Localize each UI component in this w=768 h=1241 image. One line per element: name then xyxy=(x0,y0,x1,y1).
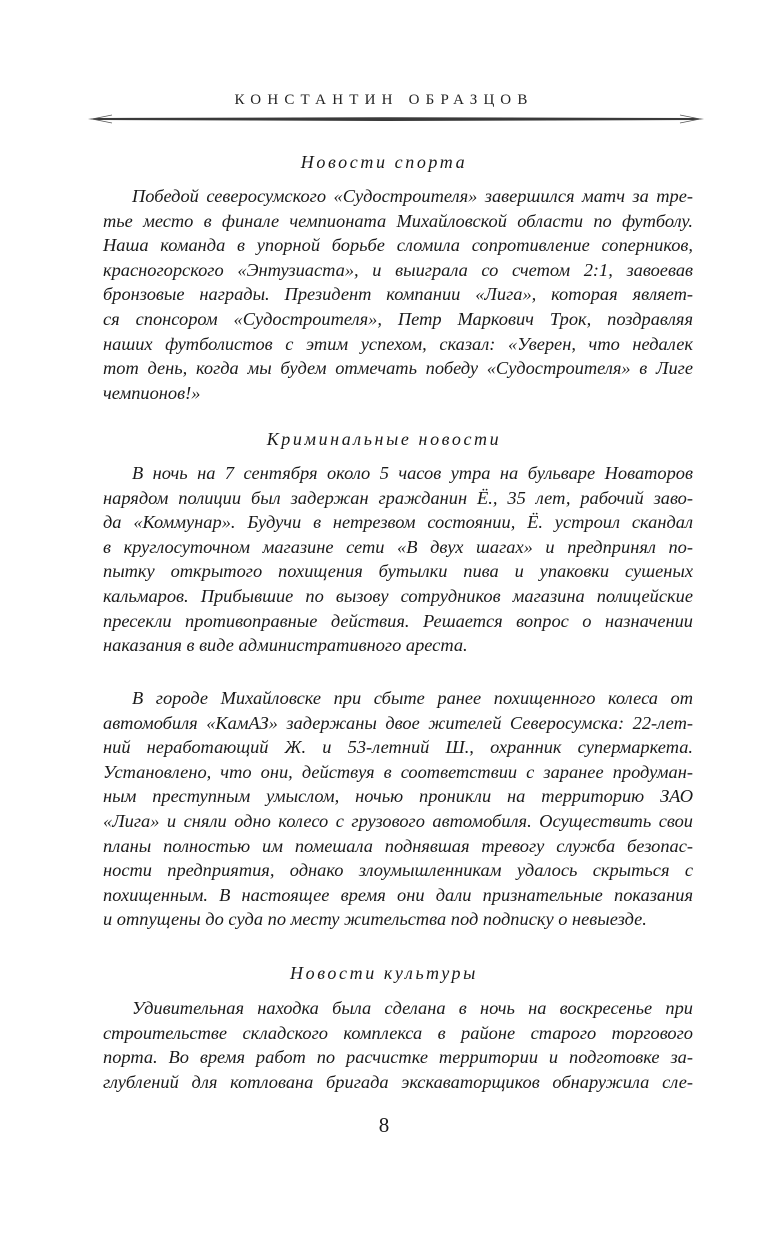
text-line: чемпионов!» xyxy=(103,382,201,403)
text-line: ся спонсором «Судостроителя», Петр Маркович Трок, поздравляя xyxy=(103,308,693,329)
text-line: похищенным. В настоящее время они дали признательные показания xyxy=(103,884,693,905)
header-rule xyxy=(88,114,704,126)
text-line: глублений для котлована бригада экскаваторщиков обнаружила сле- xyxy=(103,1071,693,1092)
text-line: нарядом полиции был задержан гражданин Ё., 35 лет, рабочий заво- xyxy=(103,487,693,508)
culture-paragraph xyxy=(103,996,693,1094)
text-line: тье место в финале чемпионата Михайловской области по футболу. xyxy=(103,210,693,231)
section-title-sports: Новости спорта xyxy=(300,152,468,172)
section-title-crime: Криминальные новости xyxy=(266,429,502,449)
sports-paragraph xyxy=(103,184,693,405)
text-line: Победой северосумского «Судостроителя» завершился матч за тре- xyxy=(132,186,693,206)
text-line: автомобиля «КамАЗ» задержаны двое жителей Северосумска: 22-лет- xyxy=(103,712,693,733)
text-line: ным преступным умыслом, ночью проникли на территорию ЗАО xyxy=(103,786,693,807)
text-line: наших футболистов с этим успехом, сказал: «Уверен, что недалек xyxy=(103,333,693,354)
text-line: пытку открытого похищения бутылки пива и упаковки сушеных xyxy=(103,561,693,582)
text-line: строительстве складского комплекса в районе старого торгового xyxy=(103,1022,693,1043)
text-line: В ночь на 7 сентября около 5 часов утра на бульваре Новаторов xyxy=(132,463,693,483)
text-line: тот день, когда мы будем отмечать победу «Судостроителя» в Лиге xyxy=(103,358,693,379)
text-line: пресекли противоправные действия. Решается вопрос о назначении xyxy=(103,610,693,631)
text-line: Удивительная находка была сделана в ночь на воскресенье при xyxy=(132,998,693,1018)
text-line: в круглосуточном магазине сети «В двух шагах» и предпринял по- xyxy=(103,536,693,557)
text-line: наказания в виде административного ареста. xyxy=(103,635,468,656)
crime-paragraph-2 xyxy=(103,686,693,932)
text-line: да «Коммунар». Будучи в нетрезвом состоянии, Ё. устроил скандал xyxy=(103,512,693,533)
text-line: Установлено, что они, действуя в соответствии с заранее продуман- xyxy=(103,761,693,782)
text-line: ности предприятия, однако злоумышленникам удалось скрыться с xyxy=(103,860,693,881)
text-line: В городе Михайловске при сбыте ранее похищенного колеса от xyxy=(132,688,693,708)
page-number: 8 xyxy=(378,1113,390,1137)
crime-paragraph-1 xyxy=(103,461,693,658)
section-title-culture: Новости культуры xyxy=(290,963,478,983)
text-line: планы полностью им помешала поднявшая тревогу служба безопас- xyxy=(103,835,693,856)
text-line: красногорского «Энтузиаста», и выиграла со счетом 2:1, завоевав xyxy=(103,259,693,280)
text-line: Наша команда в упорной борьбе сломила сопротивление соперников, xyxy=(103,235,693,256)
text-line: порта. Во время работ по расчистке территории и подготовке за- xyxy=(103,1047,693,1068)
text-line: кальмаров. Прибывшие по вызову сотрудников магазина полицейские xyxy=(103,585,693,606)
text-line: бронзовые награды. Президент компании «Лига», которая являет- xyxy=(103,284,693,305)
text-line: «Лига» и сняли одно колесо с грузового автомобиля. Осуществить свои xyxy=(103,810,693,831)
text-line: и отпущены до суда по месту жительства под подписку о невыезде. xyxy=(103,909,647,930)
text-line: ний неработающий Ж. и 53-летний Ш., охранник супермаркета. xyxy=(103,737,693,758)
running-header: КОНСТАНТИН ОБРАЗЦОВ xyxy=(234,92,534,108)
